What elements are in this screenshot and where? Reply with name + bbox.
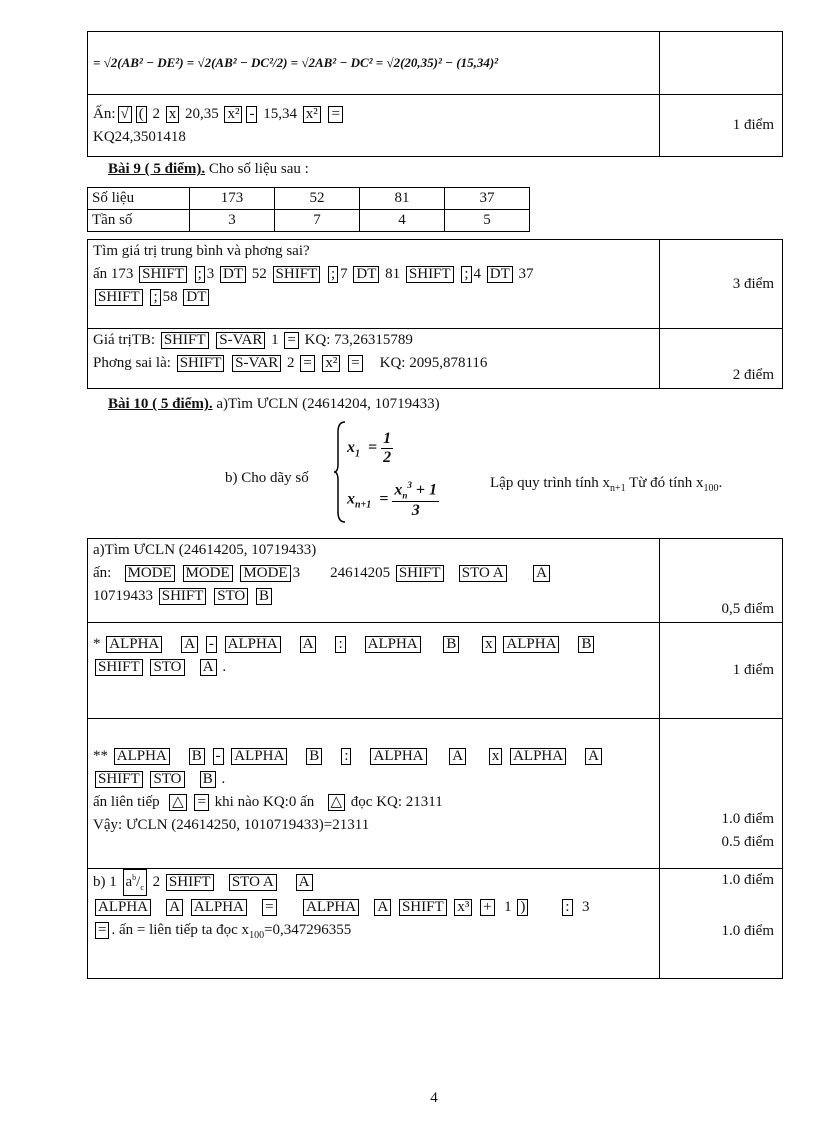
key-a: A <box>200 659 217 676</box>
freq-cell: 7 <box>275 210 360 232</box>
key-semicolon: ; <box>461 266 471 283</box>
key-b: B <box>443 636 459 653</box>
key-shift: SHIFT <box>273 266 321 283</box>
bai10-b-task <box>490 475 722 494</box>
key-divide: : <box>341 748 351 765</box>
key-b: B <box>256 588 272 605</box>
data-cell: 37 <box>445 188 530 210</box>
r1-line2: ấn: MODE MODE MODE 3 24614205 SHIFT STO A A <box>93 562 654 585</box>
key-paren: ( <box>136 106 147 123</box>
key-shift: SHIFT <box>95 289 143 306</box>
bai9-question: Tìm giá trị trung bình và phơng sai? <box>93 243 310 259</box>
bai9-step-line2: SHIFT ; 58 DT <box>93 286 654 309</box>
key-x: x <box>482 636 496 653</box>
bai9-steps-cell <box>88 240 660 329</box>
freq-cell: 3 <box>190 210 275 232</box>
key-shift: SHIFT <box>396 565 444 582</box>
key-x3: x³ <box>454 899 472 916</box>
key-divide: : <box>562 899 572 916</box>
key-alpha: ALPHA <box>365 636 421 653</box>
key-x: x <box>489 748 503 765</box>
key-equals: = <box>328 106 342 123</box>
bai9-score1: 3 điểm <box>660 240 783 329</box>
variance-result: KQ: 2095,878116 <box>379 355 488 371</box>
key-a: A <box>585 748 602 765</box>
task-text: Lập quy trình tính x <box>490 475 610 491</box>
row-label-data: Số liệu <box>88 188 190 210</box>
key-dt: DT <box>220 266 246 283</box>
r2-score: 1 điểm <box>660 623 783 719</box>
r3-score2: 0.5 điểm <box>721 834 774 850</box>
key-fraction: $a^b/_c$ <box>123 869 147 896</box>
key-shift: SHIFT <box>95 659 143 676</box>
bai10-r3-cell <box>88 719 660 869</box>
key-b: B <box>189 748 205 765</box>
bai9-score2: 2 điểm <box>660 329 783 389</box>
data-cell: 173 <box>190 188 275 210</box>
data-cell: 81 <box>360 188 445 210</box>
key-x: x <box>166 106 180 123</box>
r3-text3: đọc KQ: 21311 <box>350 794 443 810</box>
task-sub2: 100 <box>703 483 719 494</box>
bai8-result: KQ24,3501418 <box>93 129 186 145</box>
data-cell: 52 <box>275 188 360 210</box>
key-a: A <box>449 748 466 765</box>
key-b: B <box>200 771 216 788</box>
r4-line2: ALPHA A ALPHA = ALPHA A SHIFT x³ + 1 ) : 3 <box>93 896 654 919</box>
key-alpha: ALPHA <box>303 899 359 916</box>
bai9-data-table <box>87 187 530 232</box>
r3-text: ấn liên tiếp <box>93 794 160 810</box>
bai9-title: Bài 9 ( 5 điểm). <box>108 161 206 177</box>
r4-score1: 1.0 điểm <box>721 872 774 888</box>
key-equals: = <box>194 794 208 811</box>
r4-scores <box>660 869 783 979</box>
task-text3: . <box>718 475 723 491</box>
r3-line2: SHIFT STO B . <box>93 768 654 791</box>
key-alpha: ALPHA <box>231 748 287 765</box>
key-mode: MODE <box>240 565 290 582</box>
r4-result: =0,347296355 <box>264 922 352 938</box>
key-alpha: ALPHA <box>225 636 281 653</box>
key-sto-a: STO A <box>229 874 277 891</box>
key-sto: STO <box>214 588 248 605</box>
bai10-answer-table <box>87 538 783 979</box>
key-minus: - <box>206 636 217 653</box>
key-sqrt: √ <box>118 106 132 123</box>
key-divide: : <box>335 636 345 653</box>
r4-sub: 100 <box>249 930 265 941</box>
val-2: 2 <box>152 106 160 122</box>
r3-score1: 1.0 điểm <box>721 811 774 827</box>
r4-text: ấn = liên tiếp ta đọc x <box>118 922 250 938</box>
key-sto: STO <box>150 771 184 788</box>
r3-line1: ** ALPHA B - ALPHA B : ALPHA A x ALPHA A <box>93 745 654 768</box>
key-sto: STO <box>150 659 184 676</box>
r3-text2: khi nào KQ:0 ấn <box>214 794 315 810</box>
r4-line3: = . ấn = liên tiếp ta đọc $x_{100}=0,347296355$ <box>93 919 654 947</box>
bai8-formula-cell <box>88 32 660 95</box>
bai8-table <box>87 31 783 157</box>
r2-line2: SHIFT STO A . <box>93 656 654 679</box>
page-number: 4 <box>430 1090 438 1106</box>
key-shift: SHIFT <box>406 266 454 283</box>
key-a: A <box>374 899 391 916</box>
x1-formula: $x_1$ = $\frac{1}{2}$ <box>347 430 392 466</box>
mean-label: Giá trịTB: <box>93 332 156 348</box>
key-b: B <box>578 636 594 653</box>
key-semicolon: ; <box>195 266 205 283</box>
bai8-keys-cell <box>88 95 660 157</box>
bai8-score-empty <box>660 32 783 95</box>
val-1534: 15,34 <box>263 106 297 122</box>
task-sub: n+1 <box>610 483 626 494</box>
key-x2: x² <box>322 355 340 372</box>
bai10-title: Bài 10 ( 5 điểm). <box>108 396 213 412</box>
key-x2: x² <box>224 106 242 123</box>
key-alpha: ALPHA <box>370 748 426 765</box>
bai9-step-line1: ấn 173 SHIFT ; 3 DT 52 SHIFT ; 7 DT 81 SHIFT ; 4 DT 37 <box>93 266 534 282</box>
key-dt: DT <box>487 266 513 283</box>
freq-cell: 5 <box>445 210 530 232</box>
key-alpha: ALPHA <box>503 636 559 653</box>
bai8-keys-line <box>93 103 654 126</box>
r2-line1: * ALPHA A - ALPHA A : ALPHA B x ALPHA B <box>93 633 654 656</box>
key-a: A <box>533 565 550 582</box>
key-equals: = <box>300 355 314 372</box>
r3-line3 <box>93 791 654 814</box>
key-up-icon: △ <box>328 794 346 811</box>
bai9-result-cell <box>88 329 660 389</box>
key-a: A <box>166 899 183 916</box>
bai9-mean-line: Giá trịTB: SHIFT S-VAR 1 = KQ: 73,26315789 <box>93 332 413 348</box>
row-label-freq: Tần số <box>88 210 190 232</box>
key-shift: SHIFT <box>399 899 447 916</box>
mean-result: KQ: 73,26315789 <box>304 332 413 348</box>
bai10-b-text: b) Cho dãy số <box>225 470 309 486</box>
task-text2: Từ đó tính x <box>625 475 704 491</box>
bai10-r4-cell <box>88 869 660 979</box>
key-alpha: ALPHA <box>510 748 566 765</box>
r3-line4: Vậy: ƯCLN (24614250, 1010719433)=21311 <box>93 817 370 833</box>
bai10-heading <box>108 396 440 413</box>
key-mode: MODE <box>183 565 233 582</box>
key-minus: - <box>213 748 224 765</box>
key-shift: SHIFT <box>161 332 209 349</box>
val-2035: 20,35 <box>184 106 219 122</box>
key-semicolon: ; <box>150 289 160 306</box>
key-plus: + <box>480 899 494 916</box>
key-x2: x² <box>303 106 321 123</box>
key-sto-a: STO A <box>459 565 507 582</box>
variance-label: Phơng sai là: <box>93 355 171 371</box>
key-dt: DT <box>183 289 209 306</box>
key-equals: = <box>284 332 298 349</box>
bai8-keys-prefix: Ấn: <box>93 106 116 122</box>
key-equals: = <box>348 355 362 372</box>
r1-title: a)Tìm ƯCLN (24614205, 10719433) <box>93 542 317 558</box>
key-shift: SHIFT <box>166 874 214 891</box>
bai9-answer-table <box>87 239 783 389</box>
key-close-paren: ) <box>517 899 528 916</box>
freq-cell: 4 <box>360 210 445 232</box>
bai9-intro: Cho số liệu sau : <box>208 161 309 177</box>
key-alpha: ALPHA <box>191 899 247 916</box>
key-b: B <box>306 748 322 765</box>
key-a: A <box>181 636 198 653</box>
bai9-heading <box>108 161 309 178</box>
r4-score2: 1.0 điểm <box>721 923 774 939</box>
bai9-var-line: Phơng sai là: SHIFT S-VAR 2 = x² = KQ: 2095,878116 <box>93 355 488 371</box>
r3-scores <box>660 719 783 869</box>
key-up-icon: △ <box>169 794 187 811</box>
r4-line1: b) 1 $a^b/_c$ 2 SHIFT STO A A <box>93 869 654 896</box>
key-alpha: ALPHA <box>114 748 170 765</box>
key-minus: - <box>246 106 257 123</box>
key-shift: SHIFT <box>159 588 207 605</box>
key-mode: MODE <box>125 565 175 582</box>
bai8-score: 1 điểm <box>660 95 783 157</box>
r1-score: 0,5 điểm <box>660 539 783 623</box>
key-semicolon: ; <box>328 266 338 283</box>
key-a: A <box>296 874 313 891</box>
key-equals: = <box>95 922 109 939</box>
brace-icon <box>333 420 347 524</box>
key-shift: SHIFT <box>177 355 225 372</box>
key-svar: S-VAR <box>216 332 265 349</box>
r1-line3: 10719433 SHIFT STO B <box>93 585 654 608</box>
key-equals: = <box>262 899 276 916</box>
key-dt: DT <box>353 266 379 283</box>
bai10-a-text: a)Tìm ƯCLN (24614204, 10719433) <box>216 396 440 412</box>
key-alpha: ALPHA <box>106 636 162 653</box>
key-a: A <box>300 636 317 653</box>
key-alpha: ALPHA <box>95 899 151 916</box>
xn1-formula: $x_{n+1}$ = $\frac{x_n^3 + 1}{3}$ <box>347 480 438 519</box>
bai10-r1-cell <box>88 539 660 623</box>
key-shift: SHIFT <box>95 771 143 788</box>
sequence-system <box>333 420 483 524</box>
bai8-formula: = √2(AB² − DE²) = √2(AB² − DC²/2) = √2AB² − DC² = √2(20,35)² − (15,34)² <box>93 55 499 70</box>
key-shift: SHIFT <box>139 266 187 283</box>
bai10-r2-cell <box>88 623 660 719</box>
key-svar: S-VAR <box>232 355 281 372</box>
